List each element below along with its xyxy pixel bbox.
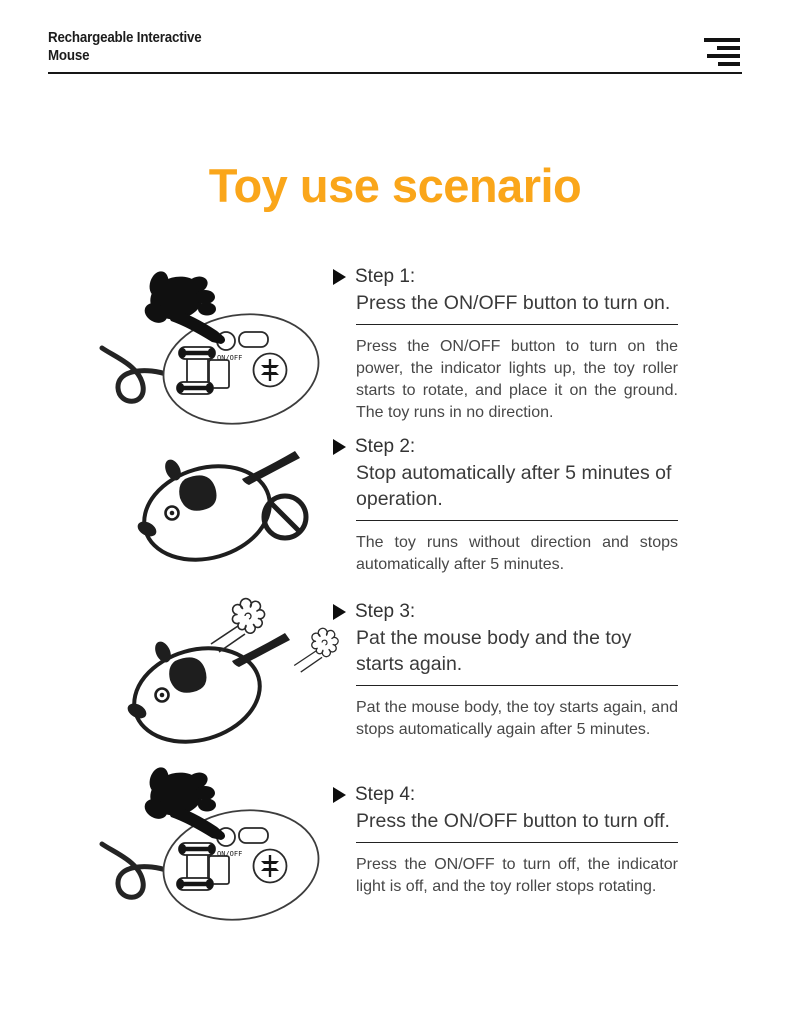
step-heading: Pat the mouse body and the toy starts again. — [356, 626, 678, 685]
step-row — [78, 431, 790, 581]
prohibition-icon — [264, 496, 306, 538]
menu-bar — [707, 54, 740, 58]
step-bullet-icon — [333, 604, 346, 620]
step-bullet-icon — [333, 269, 346, 285]
step3-illustration — [78, 587, 340, 755]
step-body: Pat the mouse body, the toy starts again, and stops automatically again after 5 minutes. — [356, 698, 678, 738]
step-label-text: Step 3: — [355, 601, 416, 623]
mouse-running-icon — [79, 587, 339, 755]
step-label — [333, 266, 678, 288]
step-body: Press the ON/OFF button to turn on the power, the indicator lights up, the toy roller starts to rotate, and place it on the ground. The toy runs in no direction. — [356, 337, 678, 421]
hand-press-on-off-icon — [89, 761, 329, 921]
step-content — [356, 266, 678, 424]
menu-icon[interactable] — [704, 38, 740, 66]
step-label-text: Step 2: — [355, 436, 416, 458]
step-content — [356, 784, 678, 898]
step-row — [78, 761, 790, 921]
step-label — [333, 436, 678, 458]
step-heading: Stop automatically after 5 minutes of operation. — [356, 461, 678, 520]
brand-line-2: Mouse — [48, 47, 90, 64]
step-body: The toy runs without direction and stops automatically after 5 minutes. — [356, 533, 678, 573]
step-bullet-icon — [333, 439, 346, 455]
step-content — [356, 436, 678, 576]
menu-bar — [717, 46, 740, 50]
step-row — [78, 587, 790, 755]
step-heading: Press the ON/OFF button to turn on. — [356, 291, 678, 325]
step4-illustration — [78, 761, 340, 921]
step-heading: Press the ON/OFF button to turn off. — [356, 809, 678, 843]
header-divider — [48, 72, 742, 74]
page-title: Toy use scenario — [208, 158, 582, 212]
header — [0, 0, 790, 66]
step1-illustration — [78, 265, 340, 425]
menu-bar — [718, 62, 740, 66]
menu-bar — [704, 38, 740, 42]
step-label — [333, 784, 678, 806]
brand-line-1: Rechargeable Interactive — [48, 30, 202, 46]
brand-text — [48, 30, 202, 65]
step2-illustration — [78, 431, 340, 581]
step-body: Press the ON/OFF to turn off, the indicator light is off, and the toy roller stops rotating. — [356, 855, 678, 895]
steps-section — [78, 265, 790, 921]
mouse-stopped-icon — [89, 431, 329, 581]
hand-press-on-off-icon — [89, 265, 329, 425]
step-row — [78, 265, 790, 425]
step-bullet-icon — [333, 787, 346, 803]
step-label-text: Step 1: — [355, 265, 416, 287]
step-label — [333, 601, 678, 623]
step-label-text: Step 4: — [355, 783, 416, 805]
step-content — [356, 601, 678, 741]
